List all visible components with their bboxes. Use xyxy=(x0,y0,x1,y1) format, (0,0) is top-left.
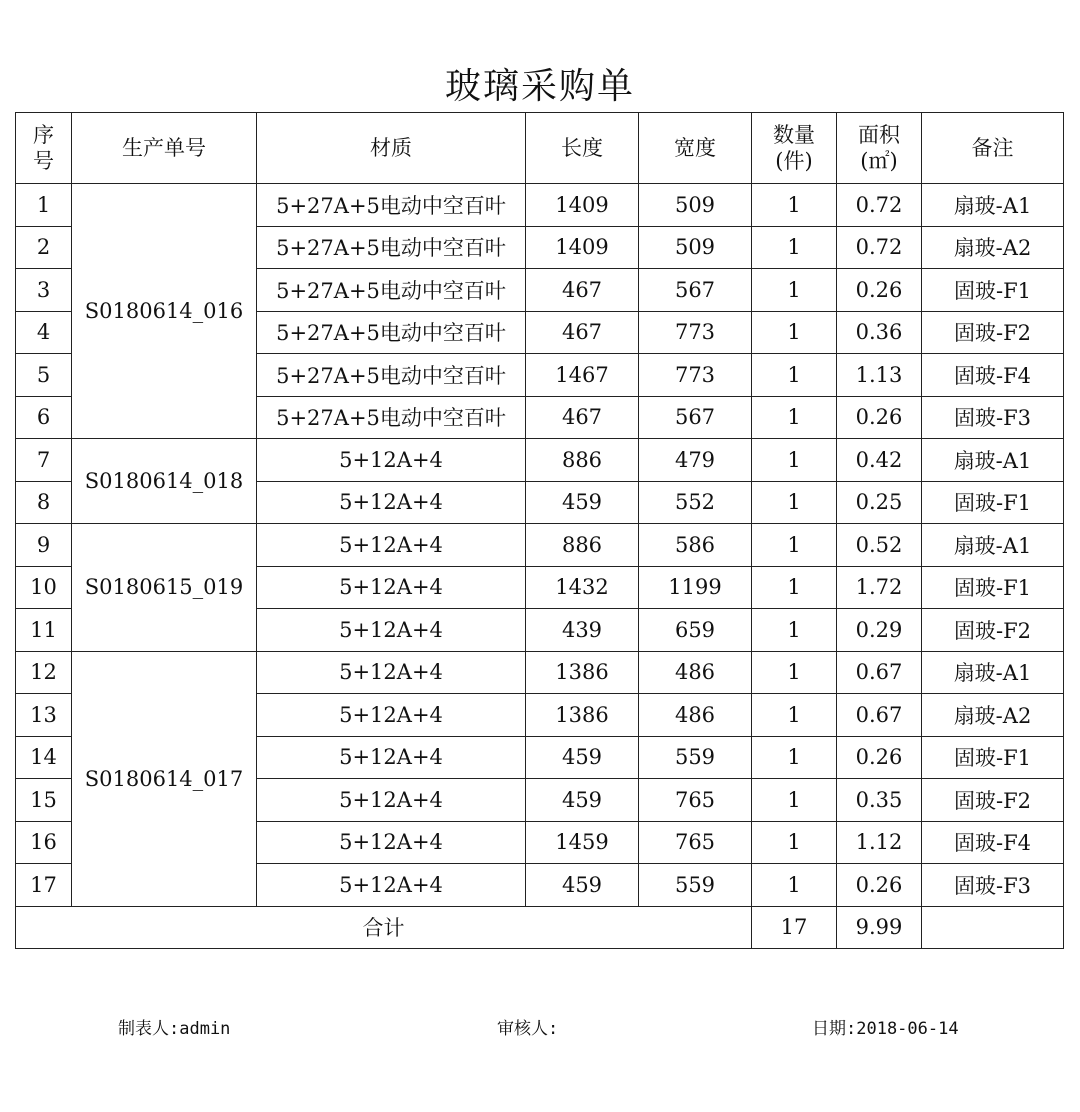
cell-length: 1467 xyxy=(526,354,639,397)
cell-remark: 固玻-F3 xyxy=(922,864,1064,907)
header-remark: 备注 xyxy=(922,113,1064,184)
cell-width: 765 xyxy=(639,821,752,864)
cell-order-no: S0180615_019 xyxy=(72,524,257,652)
cell-remark: 固玻-F2 xyxy=(922,779,1064,822)
cell-remark: 扇玻-A2 xyxy=(922,226,1064,269)
cell-seq: 8 xyxy=(16,481,72,524)
cell-area: 0.26 xyxy=(837,269,922,312)
cell-remark: 固玻-F1 xyxy=(922,481,1064,524)
cell-seq: 4 xyxy=(16,311,72,354)
cell-width: 567 xyxy=(639,396,752,439)
cell-material: 5+27A+5电动中空百叶 xyxy=(257,311,526,354)
cell-remark: 固玻-F4 xyxy=(922,821,1064,864)
cell-area: 0.67 xyxy=(837,651,922,694)
cell-material: 5+27A+5电动中空百叶 xyxy=(257,184,526,227)
cell-width: 659 xyxy=(639,609,752,652)
reviewer-label: 审核人: xyxy=(497,1019,559,1039)
cell-remark: 固玻-F1 xyxy=(922,566,1064,609)
cell-width: 1199 xyxy=(639,566,752,609)
cell-area: 0.35 xyxy=(837,779,922,822)
cell-length: 459 xyxy=(526,779,639,822)
cell-material: 5+12A+4 xyxy=(257,779,526,822)
cell-material: 5+12A+4 xyxy=(257,694,526,737)
cell-width: 559 xyxy=(639,864,752,907)
cell-length: 1386 xyxy=(526,651,639,694)
cell-length: 886 xyxy=(526,524,639,567)
cell-length: 467 xyxy=(526,396,639,439)
cell-length: 1409 xyxy=(526,184,639,227)
cell-qty: 1 xyxy=(752,779,837,822)
cell-material: 5+12A+4 xyxy=(257,736,526,779)
cell-width: 509 xyxy=(639,226,752,269)
cell-area: 1.12 xyxy=(837,821,922,864)
cell-material: 5+27A+5电动中空百叶 xyxy=(257,269,526,312)
cell-remark: 扇玻-A1 xyxy=(922,439,1064,482)
cell-remark: 固玻-F1 xyxy=(922,269,1064,312)
header-length: 长度 xyxy=(526,113,639,184)
cell-seq: 14 xyxy=(16,736,72,779)
cell-length: 459 xyxy=(526,481,639,524)
header-seq: 序号 xyxy=(16,113,72,184)
total-area: 9.99 xyxy=(837,906,922,949)
cell-qty: 1 xyxy=(752,821,837,864)
cell-seq: 5 xyxy=(16,354,72,397)
cell-remark: 固玻-F4 xyxy=(922,354,1064,397)
maker-label: 制表人:admin xyxy=(118,1019,231,1039)
cell-width: 765 xyxy=(639,779,752,822)
cell-qty: 1 xyxy=(752,396,837,439)
cell-remark: 固玻-F3 xyxy=(922,396,1064,439)
cell-area: 1.72 xyxy=(837,566,922,609)
cell-material: 5+27A+5电动中空百叶 xyxy=(257,396,526,439)
cell-qty: 1 xyxy=(752,651,837,694)
cell-qty: 1 xyxy=(752,354,837,397)
page-title: 玻璃采购单 xyxy=(444,66,635,107)
cell-seq: 9 xyxy=(16,524,72,567)
cell-area: 0.72 xyxy=(837,184,922,227)
cell-qty: 1 xyxy=(752,694,837,737)
purchase-table xyxy=(15,112,1064,949)
cell-qty: 1 xyxy=(752,566,837,609)
cell-width: 486 xyxy=(639,694,752,737)
cell-material: 5+12A+4 xyxy=(257,864,526,907)
cell-length: 1386 xyxy=(526,694,639,737)
table-row xyxy=(16,184,1064,227)
header-qty: 数量(件) xyxy=(752,113,837,184)
cell-material: 5+12A+4 xyxy=(257,651,526,694)
cell-seq: 16 xyxy=(16,821,72,864)
cell-seq: 12 xyxy=(16,651,72,694)
total-label: 合计 xyxy=(16,906,752,949)
cell-remark: 扇玻-A2 xyxy=(922,694,1064,737)
cell-length: 1459 xyxy=(526,821,639,864)
cell-qty: 1 xyxy=(752,311,837,354)
cell-qty: 1 xyxy=(752,481,837,524)
cell-length: 459 xyxy=(526,864,639,907)
header-row xyxy=(16,113,1064,184)
cell-qty: 1 xyxy=(752,439,837,482)
date-label: 日期:2018-06-14 xyxy=(812,1019,959,1039)
cell-seq: 17 xyxy=(16,864,72,907)
cell-length: 459 xyxy=(526,736,639,779)
cell-width: 479 xyxy=(639,439,752,482)
cell-length: 1432 xyxy=(526,566,639,609)
cell-seq: 3 xyxy=(16,269,72,312)
total-row xyxy=(16,906,1064,949)
cell-seq: 15 xyxy=(16,779,72,822)
cell-seq: 10 xyxy=(16,566,72,609)
cell-length: 1409 xyxy=(526,226,639,269)
cell-length: 439 xyxy=(526,609,639,652)
cell-order-no: S0180614_016 xyxy=(72,184,257,439)
total-remark xyxy=(922,906,1064,949)
header-order-no: 生产单号 xyxy=(72,113,257,184)
cell-material: 5+12A+4 xyxy=(257,481,526,524)
cell-area: 0.26 xyxy=(837,396,922,439)
cell-material: 5+12A+4 xyxy=(257,566,526,609)
table-row xyxy=(16,651,1064,694)
table-row xyxy=(16,439,1064,482)
cell-seq: 11 xyxy=(16,609,72,652)
header-width: 宽度 xyxy=(639,113,752,184)
cell-area: 0.36 xyxy=(837,311,922,354)
cell-area: 0.25 xyxy=(837,481,922,524)
cell-material: 5+27A+5电动中空百叶 xyxy=(257,354,526,397)
total-qty: 17 xyxy=(752,906,837,949)
cell-seq: 7 xyxy=(16,439,72,482)
cell-width: 552 xyxy=(639,481,752,524)
cell-length: 467 xyxy=(526,311,639,354)
cell-order-no: S0180614_018 xyxy=(72,439,257,524)
cell-area: 0.26 xyxy=(837,864,922,907)
cell-remark: 固玻-F2 xyxy=(922,311,1064,354)
table-body xyxy=(16,184,1064,907)
header-area: 面积(㎡) xyxy=(837,113,922,184)
cell-qty: 1 xyxy=(752,524,837,567)
cell-seq: 2 xyxy=(16,226,72,269)
cell-qty: 1 xyxy=(752,609,837,652)
cell-qty: 1 xyxy=(752,864,837,907)
cell-area: 0.26 xyxy=(837,736,922,779)
cell-material: 5+12A+4 xyxy=(257,439,526,482)
cell-area: 0.29 xyxy=(837,609,922,652)
cell-remark: 固玻-F1 xyxy=(922,736,1064,779)
cell-qty: 1 xyxy=(752,736,837,779)
cell-width: 486 xyxy=(639,651,752,694)
cell-material: 5+12A+4 xyxy=(257,821,526,864)
cell-remark: 扇玻-A1 xyxy=(922,524,1064,567)
cell-qty: 1 xyxy=(752,269,837,312)
cell-width: 586 xyxy=(639,524,752,567)
cell-length: 467 xyxy=(526,269,639,312)
cell-seq: 6 xyxy=(16,396,72,439)
header-material: 材质 xyxy=(257,113,526,184)
cell-order-no: S0180614_017 xyxy=(72,651,257,906)
cell-width: 567 xyxy=(639,269,752,312)
cell-seq: 13 xyxy=(16,694,72,737)
cell-width: 559 xyxy=(639,736,752,779)
cell-seq: 1 xyxy=(16,184,72,227)
cell-width: 773 xyxy=(639,311,752,354)
cell-material: 5+12A+4 xyxy=(257,524,526,567)
cell-qty: 1 xyxy=(752,184,837,227)
cell-remark: 扇玻-A1 xyxy=(922,184,1064,227)
cell-qty: 1 xyxy=(752,226,837,269)
cell-area: 0.52 xyxy=(837,524,922,567)
cell-material: 5+27A+5电动中空百叶 xyxy=(257,226,526,269)
cell-width: 773 xyxy=(639,354,752,397)
cell-material: 5+12A+4 xyxy=(257,609,526,652)
cell-remark: 固玻-F2 xyxy=(922,609,1064,652)
cell-remark: 扇玻-A1 xyxy=(922,651,1064,694)
cell-width: 509 xyxy=(639,184,752,227)
cell-length: 886 xyxy=(526,439,639,482)
table-row xyxy=(16,524,1064,567)
cell-area: 1.13 xyxy=(837,354,922,397)
cell-area: 0.72 xyxy=(837,226,922,269)
cell-area: 0.42 xyxy=(837,439,922,482)
cell-area: 0.67 xyxy=(837,694,922,737)
